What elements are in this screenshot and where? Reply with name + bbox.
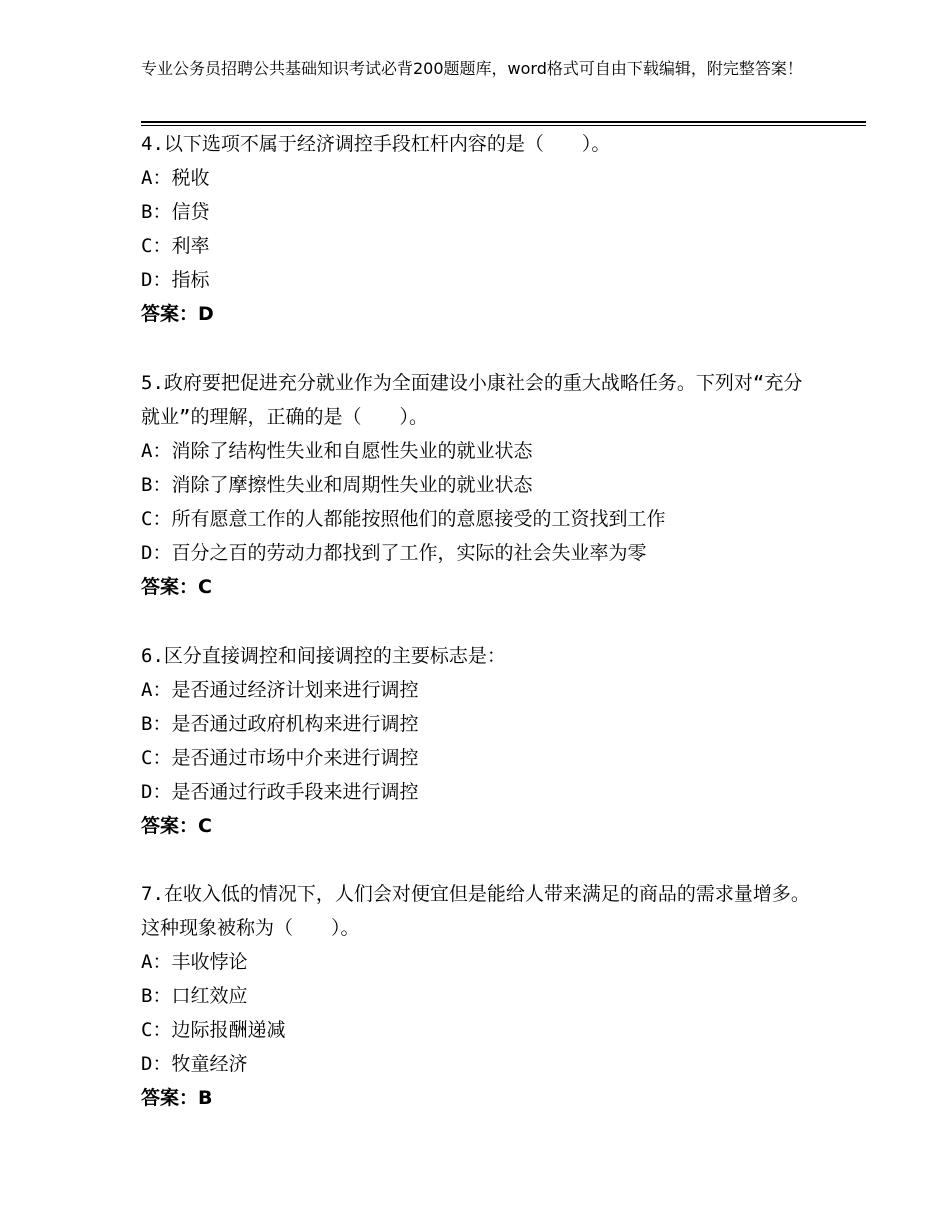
question-stem: 5.政府要把促进充分就业作为全面建设小康社会的重大战略任务。下列对“充分就业”的理解，正确的是（ ）。 xyxy=(141,372,803,428)
question-stem: 4.以下选项不属于经济调控手段杠杆内容的是（ ）。 xyxy=(141,133,611,155)
question-5 xyxy=(141,366,821,604)
answer: 答案：C xyxy=(141,576,212,598)
option-a: A：消除了结构性失业和自愿性失业的就业状态 xyxy=(141,440,533,462)
question-stem: 7.在收入低的情况下，人们会对便宜但是能给人带来满足的商品的需求量增多。这种现象被称为（ ）。 xyxy=(141,883,810,939)
option-d: D：是否通过行政手段来进行调控 xyxy=(141,781,419,803)
option-c: C：所有愿意工作的人都能按照他们的意愿接受的工资找到工作 xyxy=(141,508,666,530)
option-b: B：是否通过政府机构来进行调控 xyxy=(141,713,419,735)
answer: 答案：D xyxy=(141,303,214,325)
option-b: B：口红效应 xyxy=(141,985,248,1007)
answer: 答案：B xyxy=(141,1087,213,1109)
option-c: C：边际报酬递减 xyxy=(141,1019,286,1041)
option-a: A：丰收悖论 xyxy=(141,951,248,973)
option-a: A：税收 xyxy=(141,167,210,189)
document-header: 专业公务员招聘公共基础知识考试必背200题题库，word格式可自由下载编辑，附完整答案！ xyxy=(141,59,803,78)
option-a: A：是否通过经济计划来进行调控 xyxy=(141,679,419,701)
option-d: D：指标 xyxy=(141,269,210,291)
option-d: D：百分之百的劳动力都找到了工作，实际的社会失业率为零 xyxy=(141,542,647,564)
option-c: C：是否通过市场中介来进行调控 xyxy=(141,747,419,769)
option-b: B：信贷 xyxy=(141,201,210,223)
option-b: B：消除了摩擦性失业和周期性失业的就业状态 xyxy=(141,474,533,496)
answer: 答案：C xyxy=(141,815,212,837)
question-stem: 6.区分直接调控和间接调控的主要标志是： xyxy=(141,645,506,667)
option-d: D：牧童经济 xyxy=(141,1053,248,1075)
question-6 xyxy=(141,639,821,843)
question-4 xyxy=(141,127,821,331)
option-c: C：利率 xyxy=(141,235,210,257)
header-divider xyxy=(141,121,866,126)
question-7 xyxy=(141,877,821,1115)
